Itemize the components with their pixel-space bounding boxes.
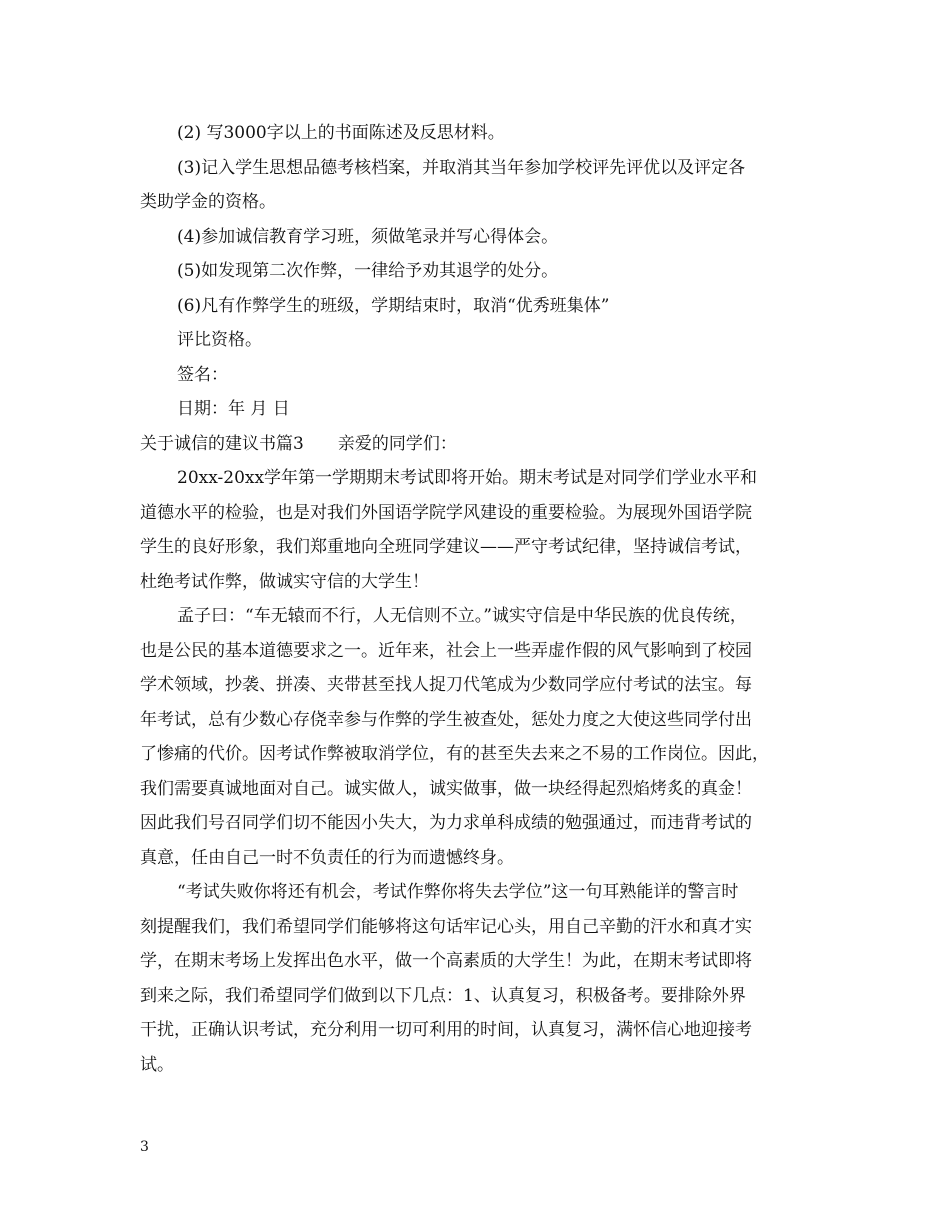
- document-body: [140, 116, 820, 1082]
- text-line: 我们需要真诚地面对自己。诚实做人，诚实做事，做一块经得起烈焰烤炙的真金！: [140, 778, 752, 799]
- text-line: “考试失败你将还有机会，考试作弊你将失去学位”这一句耳熟能详的警言时: [177, 882, 739, 902]
- text-line: 道德水平的检验，也是对我们外国语学院学风建设的重要检验。为展现外国语学院: [140, 502, 752, 523]
- text-line: 也是公民的基本道德要求之一。近年来，社会上一些弄虚作假的风气影响到了校园: [140, 640, 752, 661]
- text-line: 到来之际，我们希望同学们做到以下几点：1、认真复习，积极备考。要排除外界: [140, 985, 746, 1006]
- date-label: 日期：年 月 日: [177, 399, 290, 419]
- text-line: 学生的良好形象，我们郑重地向全班同学建议——严守考试纪律，坚持诚信考试，: [140, 537, 752, 557]
- section-heading: 关于诚信的建议书篇3 亲爱的同学们：: [140, 433, 457, 454]
- text-line: 学，在期末考场上发挥出色水平，做一个高素质的大学生！为此，在期末考试即将: [140, 951, 752, 971]
- text-line: 评比资格。: [177, 330, 262, 350]
- text-line: (3)记入学生思想品德考核档案，并取消其当年参加学校评先评优以及评定各: [177, 157, 746, 178]
- text-line: 类助学金的资格。: [140, 192, 276, 212]
- text-line: 学术领域，抄袭、拼凑、夹带甚至找人捉刀代笔成为少数同学应付考试的法宝。每: [140, 675, 752, 695]
- text-line: 干扰，正确认识考试，充分利用一切可利用的时间，认真复习，满怀信心地迎接考: [140, 1020, 752, 1040]
- text-line: 试。: [140, 1054, 174, 1075]
- text-line: 真意，任由自己一时不负责任的行为而遗憾终身。: [140, 847, 514, 868]
- text-line: 20xx-20xx学年第一学期期末考试即将开始。期末考试是对同学们学业水平和: [177, 468, 758, 488]
- text-line: (6)凡有作弊学生的班级，学期结束时，取消“优秀班集体”: [177, 295, 610, 316]
- text-line: 刻提醒我们，我们希望同学们能够将这句话牢记心头，用自己辛勤的汗水和真才实: [140, 916, 752, 937]
- text-line: 了惨痛的代价。因考试作弊被取消学位，有的甚至失去来之不易的工作岗位。因此，: [140, 744, 769, 764]
- signature-label: 签名：: [177, 364, 228, 385]
- text-line: 因此我们号召同学们切不能因小失大，为力求单科成绩的勉强通过，而违背考试的: [140, 813, 752, 833]
- page-number: 3: [140, 1139, 149, 1155]
- text-line: 杜绝考试作弊，做诚实守信的大学生！: [140, 571, 429, 592]
- text-line: 年考试，总有少数心存侥幸参与作弊的学生被查处，惩处力度之大使这些同学付出: [140, 709, 752, 730]
- text-line: 孟子曰：“车无辕而不行，人无信则不立。”诚实守信是中华民族的优良传统，: [177, 606, 747, 626]
- text-line: (2) 写3000字以上的书面陈述及反思材料。: [177, 123, 505, 143]
- text-line: (5)如发现第二次作弊，一律给予劝其退学的处分。: [177, 261, 559, 281]
- text-line: (4)参加诚信教育学习班，须做笔录并写心得体会。: [177, 226, 559, 247]
